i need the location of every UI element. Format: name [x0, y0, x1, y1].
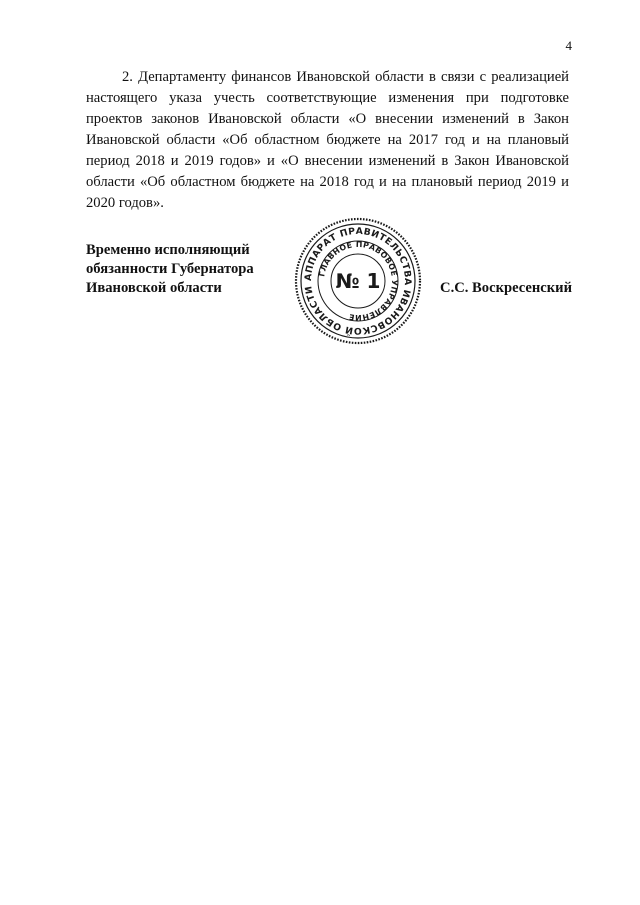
seal-graphic	[293, 216, 423, 346]
signatory-title-line-1: Временно исполняющий	[86, 242, 250, 258]
seal-inner-text: ГЛАВНОЕ ПРАВОВОЕ УПРАВЛЕНИЕ	[317, 239, 400, 323]
body-paragraph: 2. Департаменту финансов Ивановской области в связи с реализацией настоящего указа учесть соответствующие изменения при подготовке проектов законов Ивановской области «О внесении изменений в Закон Ивановской области «Об областном бюджете на 2017 год и на плановый период 2018 и 2019 годов» и «О внесении изменений в Закон Ивановской области «Об областном бюджете на 2018 год и на плановый период 2019 и 2020 годов».	[86, 69, 569, 211]
official-seal-stamp	[293, 216, 423, 346]
signatory-title	[86, 241, 286, 298]
seal-center-text: № 1	[335, 269, 381, 293]
signatory-title-line-3: Ивановской области	[86, 280, 222, 296]
seal-outer-text: АППАРАТ ПРАВИТЕЛЬСТВА ИВАНОВСКОЙ ОБЛАСТИ	[302, 225, 414, 337]
signatory-name: С.С. Воскресенский	[440, 280, 572, 296]
page-number: 4	[565, 38, 572, 53]
signatory-title-line-2: обязанности Губернатора	[86, 261, 254, 277]
